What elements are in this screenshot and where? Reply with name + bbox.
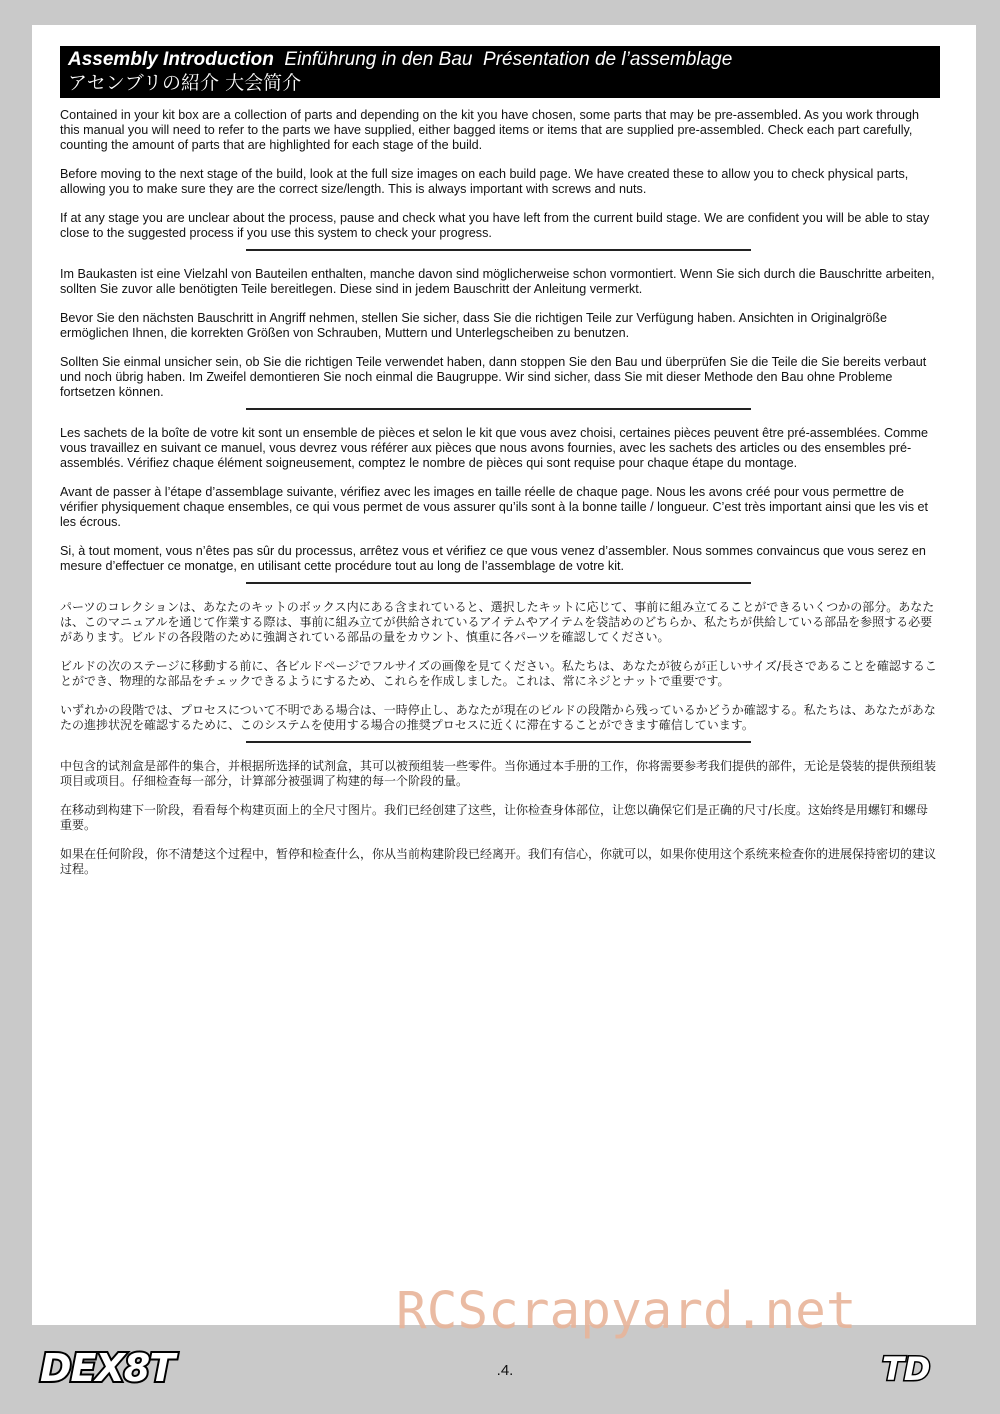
brand-logo-text: DEX8T	[40, 1348, 175, 1388]
paragraph: パーツのコレクションは、あなたのキットのボックス内にある含まれていると、選択したキットに応じて、事前に組み立てることができるいくつかの部分。あなたは、このマニュアルを通じて作業する際は、事前に組み立てが供給されているアイテムやアイテムを袋詰めのどちらか、私たちが供給している部品を参照する必要があります。ビルドの各段階のために強調されている部品の量をカウント、慎重に各パーツを確認してください。	[60, 600, 935, 644]
paragraph: Bevor Sie den nächsten Bauschritt in Angriff nehmen, stellen Sie sicher, dass Sie die richtigen Teile zur Verfügung haben. Ansichten in Originalgröße ermöglichen Ihnen, die korrekten Größen von Schrauben, Muttern und Unterlegscheiben zu benutzen.	[60, 311, 888, 340]
title-english: Assembly Introduction	[68, 49, 274, 70]
paragraph: Si, à tout moment, vous n’êtes pas sûr du processus, arrêtez vous et vérifiez ce que vous venez d’assembler. Nous sommes convaincus que vous serez en mesure d’effectuer ce monatge, en utilisant cette procédure tout au long de l’assemblage de votre kit.	[60, 544, 926, 573]
dex8t-logo-icon	[36, 1348, 236, 1388]
paragraph: ビルドの次のステージに移動する前に、各ビルドページでフルサイズの画像を見てください。私たちは、あなたが彼らが正しいサイズ/長さであることを確認することができ、物理的な部品をチェックできるようにするため、これらを作成しました。これは、常にネジとナットで重要です。	[60, 659, 937, 688]
td-logo-icon	[878, 1346, 938, 1390]
section-japanese	[60, 600, 940, 733]
paragraph: Sollten Sie einmal unsicher sein, ob Sie die richtigen Teile verwendet haben, dann stoppen Sie den Bau und überprüfen Sie die Teile die Sie bereits verbaut und noch übrig haben. Im Zweifel demontieren Sie noch einmal die Baugruppe. Wir sind sicher, dass Sie mit dieser Methode den Bau ohne Probleme fortsetzen können.	[60, 355, 927, 399]
paragraph: Im Baukasten ist eine Vielzahl von Bauteilen enthalten, manche davon sind möglicherweise schon vormontiert. Wenn Sie sich durch die Bauschritte arbeiten, sollten Sie zuvor alle benötigten Teile bereitlegen. Diese sind in jedem Bauschritt der Anleitung vermerkt.	[60, 267, 935, 296]
paragraph: 中包含的试剂盒是部件的集合，并根据所选择的试剂盒，其可以被预组装一些零件。当你通过本手册的工作，你将需要参考我们提供的部件，无论是袋装的提供预组装项目或项目。仔细检查每一部分，计算部分被强调了构建的每一个阶段的量。	[60, 759, 937, 788]
section-english	[60, 108, 940, 241]
brand-logo	[36, 1348, 236, 1393]
section-german	[60, 267, 940, 400]
paragraph: If at any stage you are unclear about the process, pause and check what you have left from the current build stage. We are confident you will be able to stay close to the suggested process if you use this system to check your progress.	[60, 211, 930, 240]
section-french	[60, 426, 940, 574]
page-number: .4.	[496, 1362, 514, 1379]
team-logo	[878, 1346, 938, 1395]
title-french: Présentation de l’assemblage	[483, 49, 733, 70]
section-chinese	[60, 759, 940, 877]
instructions-body	[60, 108, 940, 891]
paragraph: Les sachets de la boîte de votre kit sont un ensemble de pièces et selon le kit que vous avez choisi, certaines pièces peuvent être pré-assemblées. Comme vous travaillez en suivant ce manuel, vous devrez vous référer aux pièces que nous avons fournies, avec les sachets des articles ou des ensembles pré-assemblés. Vérifiez chaque élément soigneusement, comptez le nombre de pièces qui sont requise pour chaque étape du montage.	[60, 426, 929, 470]
section-header	[60, 46, 940, 98]
title-japanese-chinese: アセンブリの紹介 大会简介	[68, 72, 302, 94]
watermark-text: RCScrapyard.net	[396, 1282, 857, 1341]
paragraph: いずれかの段階では、プロセスについて不明である場合は、一時停止し、あなたが現在のビルドの段階から残っているかどうか確認する。私たちは、あなたがあなたの進捗状況を確認するために、このシステムを使用する場合の推奨プロセスに近くに滞在することができます確信しています。	[60, 703, 936, 732]
header-title-line	[68, 49, 940, 71]
paragraph: Contained in your kit box are a collection of parts and depending on the kit you have chosen, some parts that may be pre-assembled. As you work through this manual you will need to refer to the parts we have supplied, either bagged items or items that are supplied pre-assembled. Check each part carefully, counting the amount of parts that are highlighted for each stage of the build.	[60, 108, 919, 152]
title-german: Einführung in den Bau	[284, 49, 473, 70]
section-divider	[246, 582, 751, 584]
paragraph: 如果在任何阶段，你不清楚这个过程中，暂停和检查什么，你从当前构建阶段已经离开。我们有信心，你就可以，如果你使用这个系统来检查你的进展保持密切的建议过程。	[60, 847, 937, 876]
section-divider	[246, 408, 751, 410]
paragraph: 在移动到构建下一阶段，看看每个构建页面上的全尺寸图片。我们已经创建了这些，让你检查身体部位，让您以确保它们是正确的尺寸/长度。这始终是用螺钉和螺母重要。	[60, 803, 929, 832]
section-divider	[246, 741, 751, 743]
section-divider	[246, 249, 751, 251]
team-logo-text: TD	[882, 1350, 931, 1388]
paragraph: Before moving to the next stage of the build, look at the full size images on each build page. We have created these to allow you to check physical parts, allowing you to make sure they are the correct size/length. This is always important with screws and nuts.	[60, 167, 909, 196]
paragraph: Avant de passer à l’étape d’assemblage suivante, vérifiez avec les images en taille réelle de chaque page. Nous les avons créé pour vous permettre de vérifier physiquement chaque ensembles, ce qui vous permet de vous assurer qu’ils sont à la bonne taille / longueur. C’est très important ainsi que les vis et les écrous.	[60, 485, 929, 529]
